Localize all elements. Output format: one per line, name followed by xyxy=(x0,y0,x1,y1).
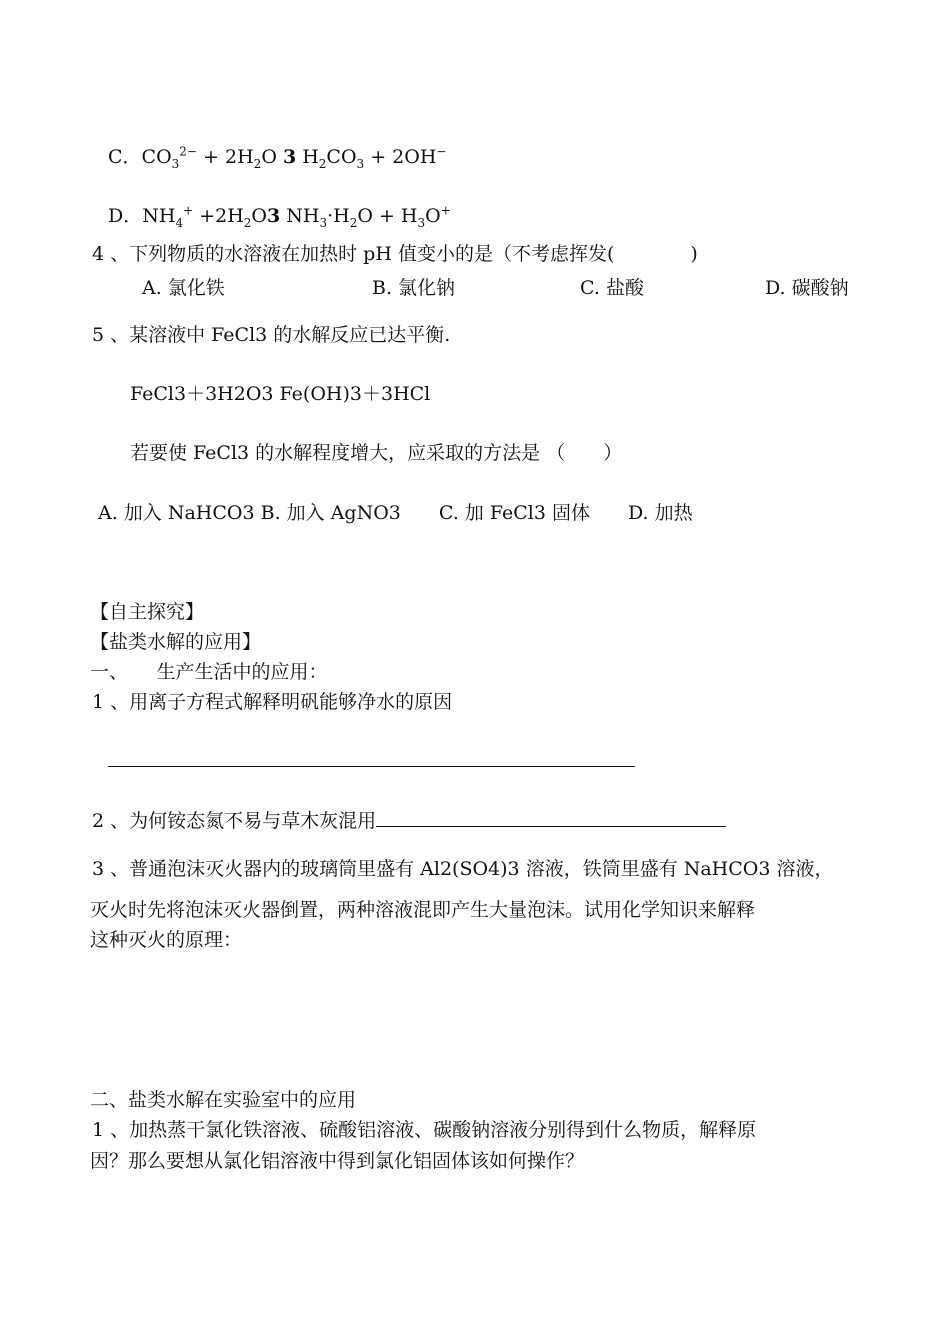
q5-stem: 5 、某溶液中 FeCl3 的水解反应已达平衡. xyxy=(92,324,451,346)
equilibrium-symbol: 3 xyxy=(282,146,297,168)
part1-q2: 2 、为何铵态氮不易与草木灰混用 xyxy=(92,808,726,833)
answer-blank-1[interactable] xyxy=(108,752,635,767)
part2-title: 二、盐类水解在实验室中的应用 xyxy=(90,1089,357,1111)
q4-stem: 4 、下列物质的水溶液在加热时 pH 值变小的是（不考虑挥发( ) xyxy=(92,243,698,265)
q5-question: 若要使 FeCl3 的水解程度增大，应采取的方法是 （ ） xyxy=(130,442,623,464)
part1-q1: 1 、用离子方程式解释明矾能够净水的原因 xyxy=(92,691,453,713)
equilibrium-symbol: 3 xyxy=(266,205,281,227)
part1-title: 一、 生产生活中的应用： xyxy=(90,661,328,683)
q5-options: A. 加入 NaHCO3 B. 加入 AgNO3 C. 加 FeCl3 固体 D. 加热 xyxy=(98,502,693,524)
q4-option-c: C. 盐酸 xyxy=(580,277,644,299)
q4-option-b: B. 氯化钠 xyxy=(372,277,456,299)
part1-q3-line2: 灭火时先将泡沫灭火器倒置，两种溶液混即产生大量泡沫。试用化学知识来解释 xyxy=(90,899,756,921)
answer-blank-2[interactable] xyxy=(376,808,726,827)
section-heading-inquiry: 【自主探究】 xyxy=(90,601,205,623)
part2-q1-line2: 因？那么要想从氯化铝溶液中得到氯化铝固体该如何操作？ xyxy=(90,1150,585,1172)
q4-option-d: D. 碳酸钠 xyxy=(765,277,849,299)
part2-q1-line1: 1 、加热蒸干氯化铁溶液、硫酸铝溶液、碳酸钠溶液分别得到什么物质，解释原 xyxy=(92,1119,757,1141)
q5-equation: FeCl3＋3H2O3 Fe(OH)3＋3HCl xyxy=(130,383,431,405)
q3-option-d: D．$NH_4^+ +2H_2O3$ $NH_3\cdot H_2O + H_3O^+$ xyxy=(108,203,451,230)
part1-q3-line3: 这种灭火的原理： xyxy=(90,929,243,951)
part1-q3-line1: 3 、普通泡沫灭火器内的玻璃筒里盛有 Al2(SO4)3 溶液，铁筒里盛有 NaHCO3 溶液， xyxy=(92,858,834,880)
q4-option-a: A. 氯化铁 xyxy=(142,277,225,299)
section-heading-application: 【盐类水解的应用】 xyxy=(90,631,262,653)
q3-option-c: C．$CO_3^{2-} + 2H_2O$ 3 $H_2CO_3 + 2OH^-$ xyxy=(108,144,447,171)
